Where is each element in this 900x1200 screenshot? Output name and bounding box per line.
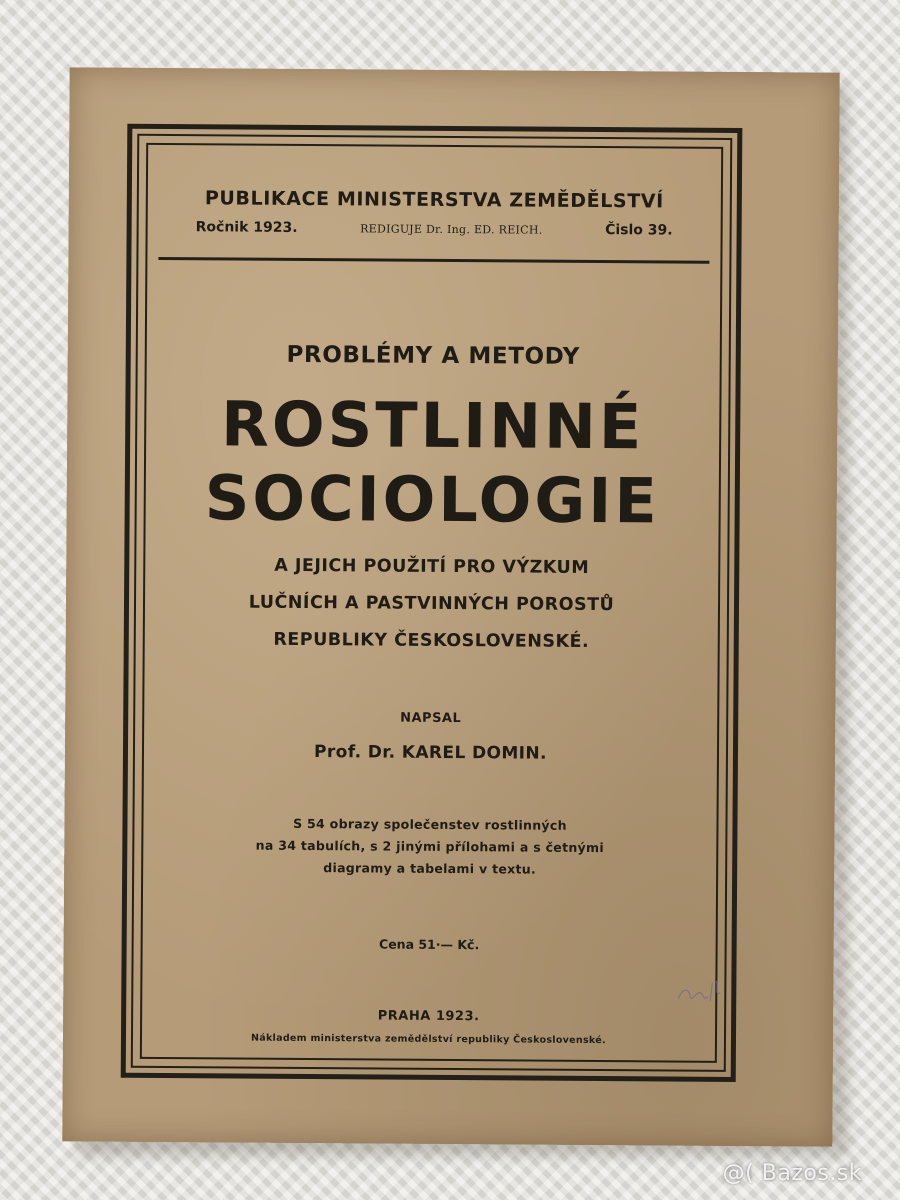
subtitle-line-1: A JEJICH POUŽITÍ PRO VÝZKUM (274, 555, 590, 578)
main-title-line-1: ROSTLINNÉ (220, 387, 645, 464)
cover-border-middle (131, 134, 733, 1072)
description-line-1: S 54 obrazy společenstev rostlinných (293, 815, 567, 833)
series-year: Ročnik 1923. (195, 219, 298, 236)
place-year: PRAHA 1923. (377, 1008, 480, 1025)
pencil-scribble-mark (672, 971, 732, 1011)
subtitle-line-3: REPUBLIKY ČESKOSLOVENSKÉ. (273, 629, 590, 652)
subtitle-top: PROBLÉMY A METODY (286, 341, 581, 370)
header-divider (158, 257, 709, 264)
book-cover (62, 67, 839, 1146)
price-label: Cena 51·— Kč. (378, 936, 480, 953)
main-title-line-2: SOCIOLOGIE (204, 461, 660, 538)
description-line-2: na 34 tabulích, s 2 jinými přílohami a s četnými (255, 837, 605, 856)
publisher-line: Nákladem ministerstva zemědělství republiky Československé. (250, 1032, 606, 1047)
description-line-3: diagramy a tabelami v textu. (323, 860, 537, 877)
cover-border-inner (140, 143, 723, 1063)
author-name: Prof. Dr. KAREL DOMIN. (313, 742, 547, 764)
series-editor: REDIGUJE Dr. Ing. ED. REICH. (360, 222, 543, 237)
subtitle-line-2: LUČNÍCH A PASTVINNÝCH POROSTŮ (248, 592, 615, 616)
cover-border-frame (121, 124, 743, 1082)
written-by-label: NAPSAL (400, 710, 462, 727)
series-title: PUBLIKACE MINISTERSTVA ZEMĚDĚLSTVÍ (204, 187, 664, 213)
series-issue-number: Čislo 39. (605, 222, 673, 239)
series-meta-row (196, 219, 673, 238)
site-watermark: @( Bazos.sk (722, 1161, 862, 1186)
